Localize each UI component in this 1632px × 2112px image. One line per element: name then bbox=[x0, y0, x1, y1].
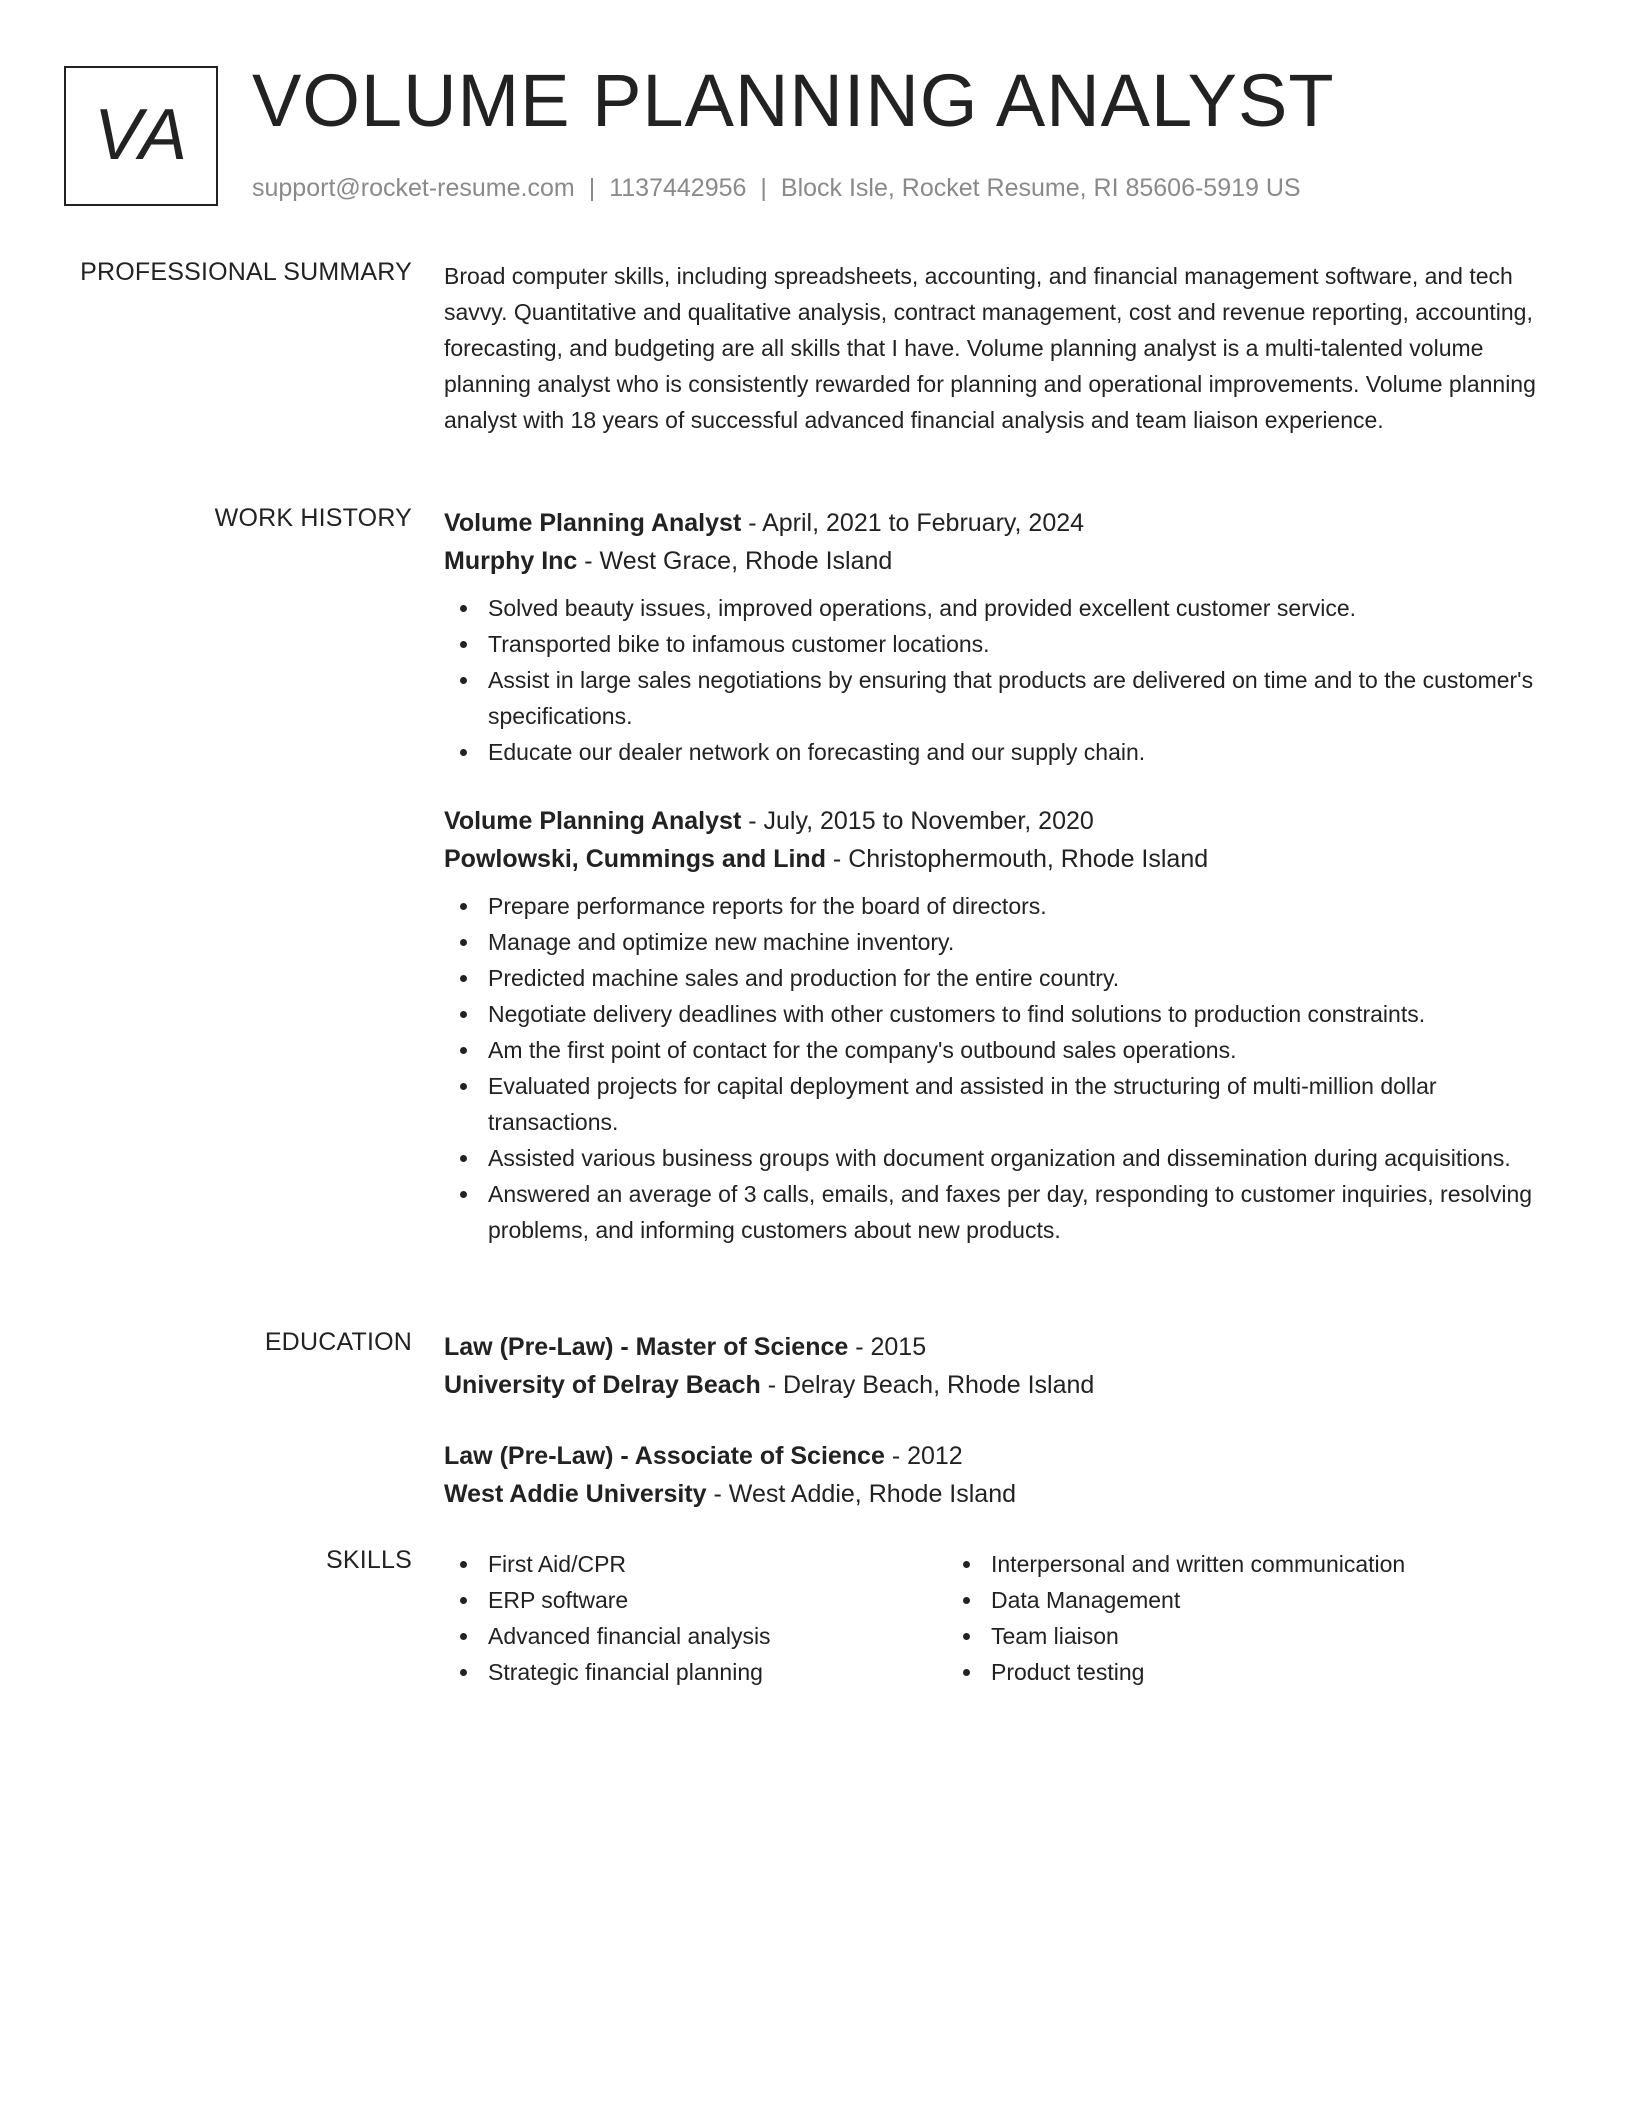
list-item: Manage and optimize new machine inventory. bbox=[488, 924, 1559, 960]
list-item: Negotiate delivery deadlines with other customers to find solutions to production constraints. bbox=[488, 996, 1559, 1032]
job-role: Volume Planning Analyst bbox=[444, 807, 742, 835]
job-entry bbox=[444, 504, 1559, 770]
monogram-initials: VA bbox=[93, 95, 189, 175]
resume-header bbox=[64, 59, 1564, 216]
degree-name: Law (Pre-Law) - Master of Science bbox=[444, 1333, 849, 1361]
skill-item: Data Management bbox=[991, 1582, 1450, 1618]
list-item: Am the first point of contact for the company's outbound sales operations. bbox=[488, 1032, 1559, 1068]
list-item: Educate our dealer network on forecasting and our supply chain. bbox=[488, 734, 1559, 770]
degree-name: Law (Pre-Law) - Associate of Science bbox=[444, 1442, 885, 1470]
list-item: Assisted various business groups with document organization and dissemination during acquisitions. bbox=[488, 1140, 1559, 1176]
degree-year: - 2015 bbox=[848, 1333, 927, 1361]
section-title-work-history: WORK HISTORY bbox=[214, 504, 412, 532]
skill-item: Team liaison bbox=[991, 1618, 1450, 1654]
job-location: - West Grace, Rhode Island bbox=[577, 547, 893, 575]
school-line bbox=[444, 1366, 1559, 1404]
list-item: Solved beauty issues, improved operations, and provided excellent customer service. bbox=[488, 590, 1559, 626]
section-title-summary: PROFESSIONAL SUMMARY bbox=[80, 258, 412, 286]
contact-separator: | bbox=[588, 174, 596, 202]
job-company-line bbox=[444, 840, 1559, 878]
candidate-name: VOLUME PLANNING ANALYST bbox=[252, 59, 1335, 142]
skill-item: Advanced financial analysis bbox=[488, 1618, 947, 1654]
contact-line bbox=[252, 174, 1301, 203]
school-location: - Delray Beach, Rhode Island bbox=[760, 1371, 1095, 1399]
job-title-line bbox=[444, 802, 1559, 840]
education-entry bbox=[444, 1437, 1559, 1513]
job-company-line bbox=[444, 542, 1559, 580]
job-dates: - July, 2015 to November, 2020 bbox=[741, 807, 1094, 835]
job-bullets bbox=[444, 888, 1559, 1248]
contact-address: Block Isle, Rocket Resume, RI 85606-5919 US bbox=[780, 174, 1301, 202]
list-item: Answered an average of 3 calls, emails, and faxes per day, responding to customer inquiries, resolving problems, and informing customers about new products. bbox=[488, 1176, 1559, 1248]
section-title-skills: SKILLS bbox=[326, 1546, 412, 1574]
section-title-education: EDUCATION bbox=[264, 1328, 412, 1356]
job-bullets bbox=[444, 590, 1559, 770]
monogram-box bbox=[64, 66, 218, 206]
job-role: Volume Planning Analyst bbox=[444, 509, 742, 537]
degree-line bbox=[444, 1437, 1559, 1475]
work-history-body bbox=[444, 504, 1559, 1248]
job-dates: - April, 2021 to February, 2024 bbox=[741, 509, 1085, 537]
education-body bbox=[444, 1328, 1559, 1513]
job-company: Murphy Inc bbox=[444, 547, 578, 575]
skill-item: Strategic financial planning bbox=[488, 1654, 947, 1690]
skills-columns bbox=[444, 1546, 1559, 1690]
list-item: Predicted machine sales and production for the entire country. bbox=[488, 960, 1559, 996]
skills-body bbox=[444, 1546, 1559, 1690]
list-item: Transported bike to infamous customer locations. bbox=[488, 626, 1559, 662]
list-item: Assist in large sales negotiations by ensuring that products are delivered on time and to the customer's specifications. bbox=[488, 662, 1559, 734]
contact-separator: | bbox=[760, 174, 767, 202]
summary-body bbox=[444, 258, 1559, 438]
skill-item: Interpersonal and written communication bbox=[991, 1546, 1450, 1582]
job-title-line bbox=[444, 504, 1559, 542]
job-entry bbox=[444, 802, 1559, 1248]
degree-year: - 2012 bbox=[884, 1442, 963, 1470]
school-line bbox=[444, 1475, 1559, 1513]
school-name: University of Delray Beach bbox=[444, 1371, 761, 1399]
list-item: Prepare performance reports for the board of directors. bbox=[488, 888, 1559, 924]
contact-email: support@rocket-resume.com bbox=[252, 174, 575, 202]
school-name: West Addie University bbox=[444, 1480, 707, 1508]
job-location: - Christophermouth, Rhode Island bbox=[825, 845, 1209, 873]
job-company: Powlowski, Cummings and Lind bbox=[444, 845, 826, 873]
degree-line bbox=[444, 1328, 1559, 1366]
summary-text: Broad computer skills, including spreadsheets, accounting, and financial management software, and tech savvy. Quantitative and qualitative analysis, contract management, cost and revenue reporting, accounting, forecasting, and budgeting are all skills that I have. Volume planning analyst is a multi-talented volume planning analyst who is consistently rewarded for planning and operational improvements. Volume planning analyst with 18 years of successful advanced financial analysis and team liaison experience. bbox=[444, 263, 1536, 433]
skill-item: Product testing bbox=[991, 1654, 1450, 1690]
contact-phone: 1137442956 bbox=[609, 174, 747, 202]
list-item: Evaluated projects for capital deployment and assisted in the structuring of multi-million dollar transactions. bbox=[488, 1068, 1559, 1140]
skills-list-left bbox=[444, 1546, 947, 1690]
skill-item: First Aid/CPR bbox=[488, 1546, 947, 1582]
school-location: - West Addie, Rhode Island bbox=[706, 1480, 1017, 1508]
skill-item: ERP software bbox=[488, 1582, 947, 1618]
skills-list-right bbox=[947, 1546, 1450, 1690]
education-entry bbox=[444, 1328, 1559, 1404]
